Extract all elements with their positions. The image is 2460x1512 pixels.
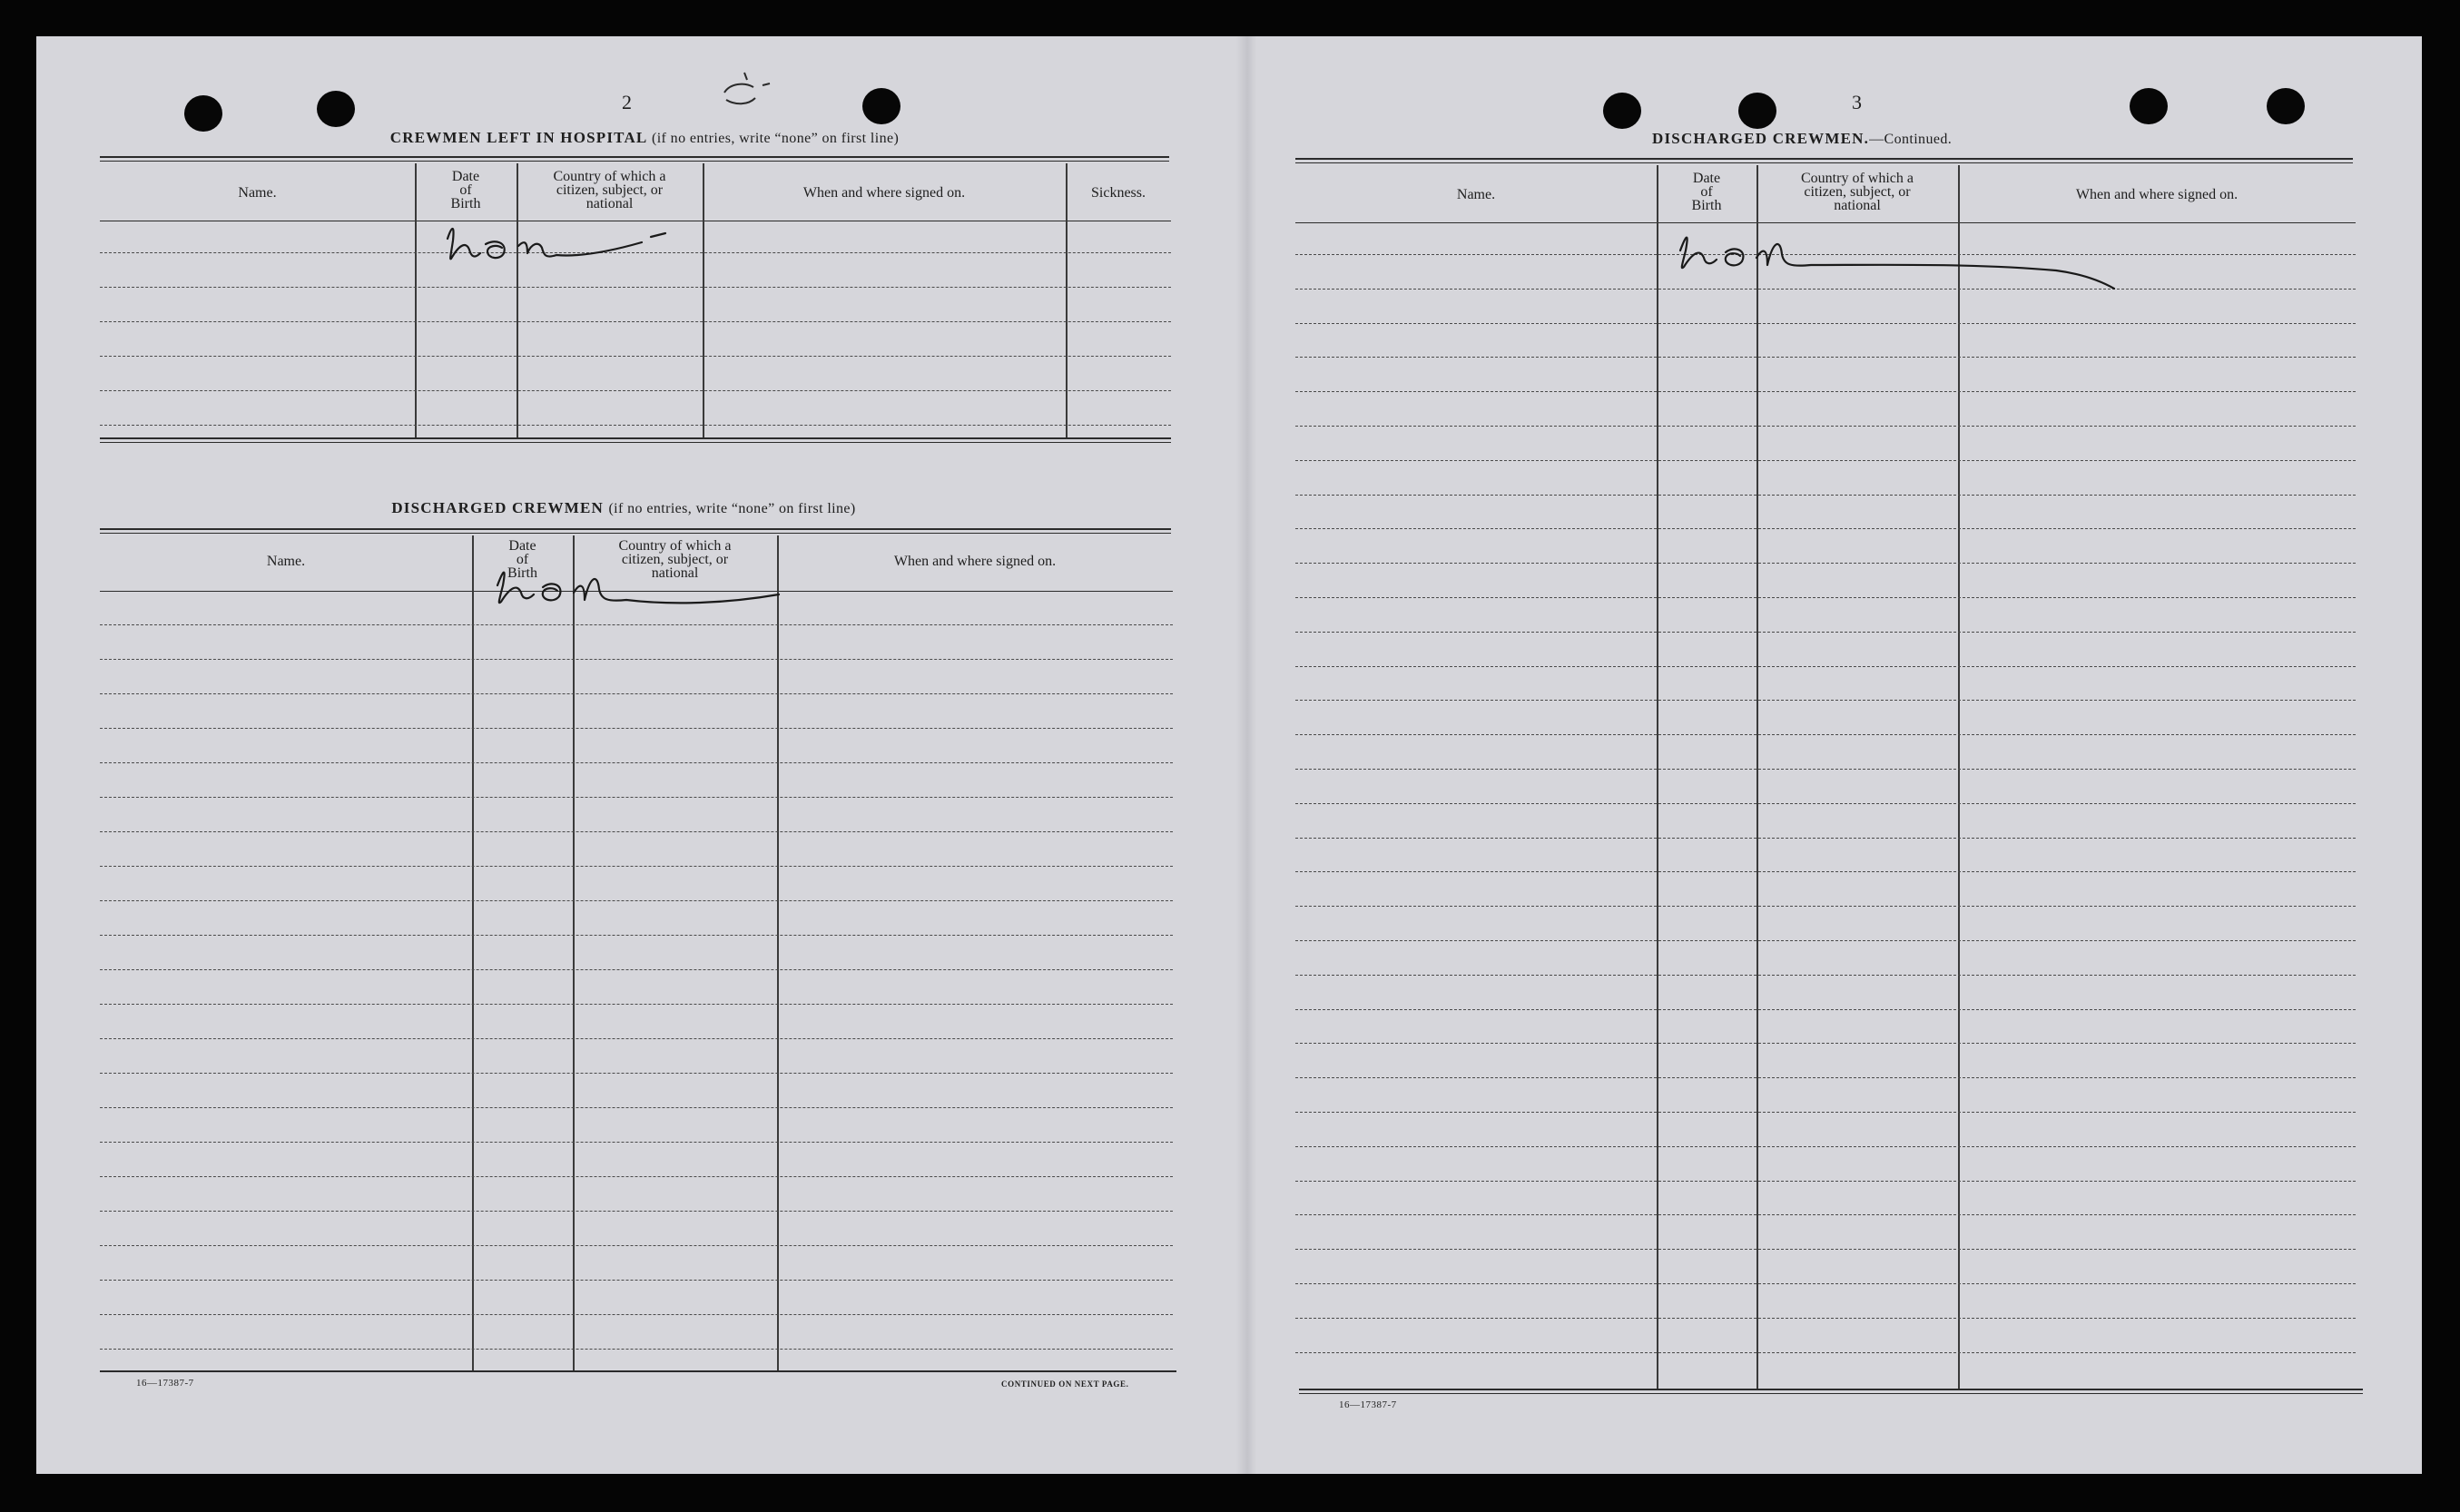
- table-row: [1295, 1077, 2356, 1078]
- table-row: [1295, 563, 2356, 564]
- right-page: [1294, 91, 2394, 1461]
- column-divider: [1958, 165, 1960, 1389]
- table-row: [100, 1349, 1173, 1350]
- column-header-signed-on: When and where signed on.: [893, 554, 1057, 569]
- section-title-note: (if no entries, write “none” on first line): [651, 131, 900, 146]
- table-row: [100, 624, 1173, 625]
- table-row: [100, 831, 1173, 832]
- column-header-signed-on: When and where signed on.: [2075, 187, 2239, 202]
- table-bottom-rule: [100, 442, 1171, 443]
- table-row: [1295, 975, 2356, 976]
- table-row: [100, 762, 1173, 763]
- table-row: [1295, 1249, 2356, 1250]
- column-divider: [1756, 165, 1758, 1389]
- table-top-rule: [100, 533, 1171, 534]
- table-row: [1295, 357, 2356, 358]
- document-sheet: [36, 36, 2422, 1474]
- table-row: [100, 969, 1173, 970]
- table-row: [100, 728, 1173, 729]
- section-title-text: DISCHARGED CREWMEN.: [1652, 130, 1870, 147]
- table-top-rule: [1295, 162, 2353, 163]
- table-row: [1295, 1112, 2356, 1113]
- table-row: [1295, 460, 2356, 461]
- table-row: [1295, 323, 2356, 324]
- table-row: [1295, 528, 2356, 529]
- handwritten-none: [490, 549, 926, 613]
- table-row: [1295, 734, 2356, 735]
- column-divider: [1066, 163, 1068, 437]
- table-row: [1295, 426, 2356, 427]
- table-row: [100, 1142, 1173, 1143]
- column-header-date-of-birth: Date of Birth: [507, 538, 537, 581]
- table-row: [100, 321, 1171, 322]
- table-bottom-rule: [1299, 1393, 2363, 1394]
- table-row: [1295, 1146, 2356, 1147]
- table-row: [1295, 495, 2356, 496]
- table-row: [1295, 632, 2356, 633]
- left-page: [100, 91, 1218, 1461]
- form-number: 16—17387-7: [136, 1378, 194, 1389]
- table-row: [1295, 1352, 2356, 1353]
- table-row: [1295, 1318, 2356, 1319]
- page-number: 3: [1852, 91, 1862, 113]
- table-row: [100, 1073, 1173, 1074]
- discharged-section-title: [391, 499, 855, 517]
- page-number: 2: [622, 91, 632, 113]
- table-row: [100, 287, 1171, 288]
- section-title-note: —Continued.: [1869, 132, 1953, 147]
- table-bottom-rule: [100, 1370, 1176, 1372]
- table-row: [1295, 940, 2356, 941]
- discharged-continued-title: [1652, 130, 1952, 148]
- column-divider: [703, 163, 704, 437]
- continued-note: CONTINUED ON NEXT PAGE.: [1001, 1379, 1129, 1389]
- table-row: [100, 1038, 1173, 1039]
- table-row: [1295, 1043, 2356, 1044]
- form-number: 16—17387-7: [1339, 1399, 1397, 1410]
- table-row: [1295, 1214, 2356, 1215]
- table-row: [100, 866, 1173, 867]
- table-row: [100, 390, 1171, 391]
- table-row: [100, 1211, 1173, 1212]
- column-header-date-of-birth: Date of Birth: [450, 169, 481, 211]
- handwritten-none: [440, 213, 858, 277]
- section-title-note: (if no entries, write “none” on first line): [608, 501, 856, 516]
- column-header-country: Country of which a citizen, subject, or national: [553, 169, 666, 211]
- table-row: [100, 1107, 1173, 1108]
- column-header-date-of-birth: Date of Birth: [1691, 171, 1722, 213]
- table-row: [100, 1245, 1173, 1246]
- table-row: [1295, 666, 2356, 667]
- table-row: [100, 1280, 1173, 1281]
- table-row: [100, 935, 1173, 936]
- table-row: [100, 693, 1173, 694]
- section-title-text: CREWMEN LEFT IN HOSPITAL: [389, 129, 647, 146]
- column-header-name: Name.: [266, 554, 306, 569]
- column-header-name: Name.: [238, 185, 277, 201]
- table-bottom-rule: [100, 437, 1171, 439]
- table-row: [100, 797, 1173, 798]
- column-header-country: Country of which a citizen, subject, or national: [618, 538, 732, 581]
- column-header-name: Name.: [1456, 187, 1496, 202]
- section-title-text: DISCHARGED CREWMEN: [391, 499, 604, 516]
- column-header-country: Country of which a citizen, subject, or national: [1801, 171, 1914, 213]
- table-row: [100, 1314, 1173, 1315]
- column-header-signed-on: When and where signed on.: [802, 185, 966, 201]
- table-row: [1295, 1181, 2356, 1182]
- table-row: [100, 900, 1173, 901]
- table-top-rule: [100, 528, 1171, 530]
- table-row: [100, 425, 1171, 426]
- table-row: [100, 1004, 1173, 1005]
- table-row: [1295, 838, 2356, 839]
- table-row: [1295, 391, 2356, 392]
- table-row: [1295, 803, 2356, 804]
- table-top-rule: [1295, 158, 2353, 160]
- table-row: [1295, 1009, 2356, 1010]
- table-top-rule: [100, 161, 1169, 162]
- center-fold: [1236, 36, 1256, 1474]
- hospital-section-title: [390, 129, 899, 147]
- handwritten-none: [1675, 218, 2183, 290]
- table-bottom-rule: [1299, 1389, 2363, 1390]
- table-row: [100, 1176, 1173, 1177]
- table-row: [100, 356, 1171, 357]
- table-row: [1295, 700, 2356, 701]
- table-row: [1295, 906, 2356, 907]
- column-header-sickness: Sickness.: [1091, 185, 1146, 201]
- column-divider: [1657, 165, 1658, 1389]
- table-row: [1295, 871, 2356, 872]
- table-row: [100, 659, 1173, 660]
- table-row: [1295, 769, 2356, 770]
- table-top-rule: [100, 156, 1169, 158]
- table-row: [1295, 597, 2356, 598]
- table-row: [1295, 1283, 2356, 1284]
